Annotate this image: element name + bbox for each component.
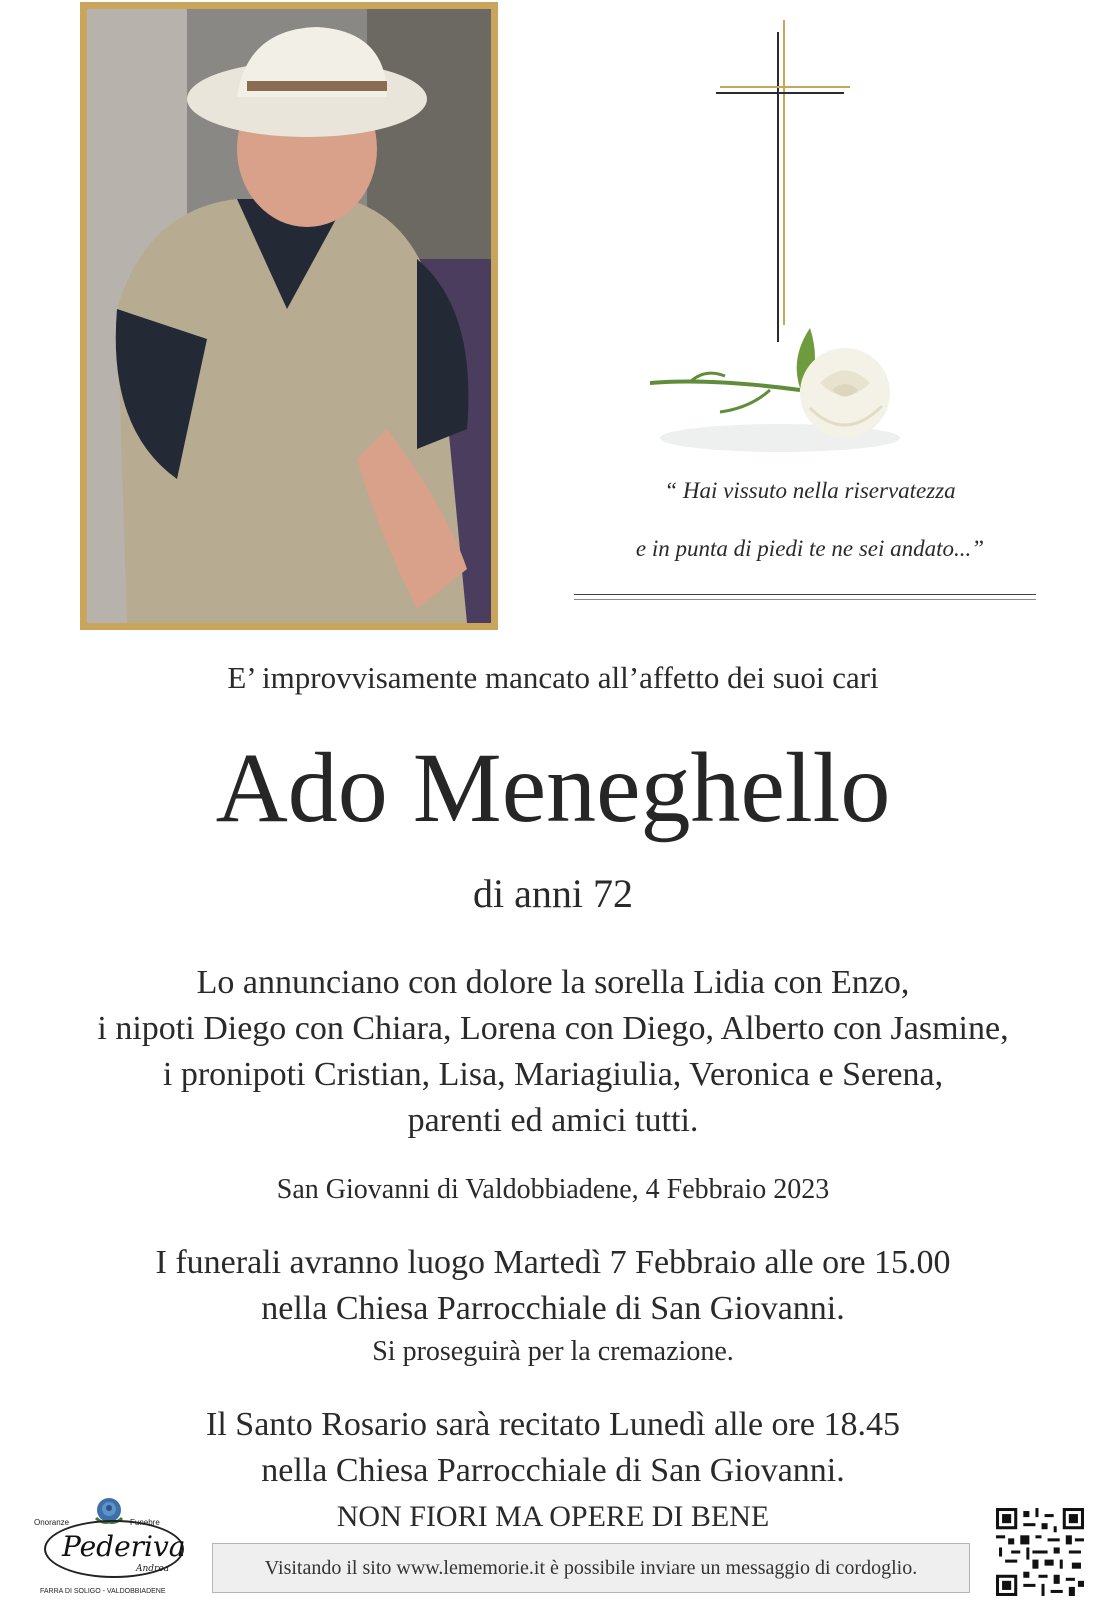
announcement: [0, 960, 1106, 1144]
cross-gold-horizontal: [720, 86, 850, 88]
logo-sub: Andrea: [136, 1564, 170, 1574]
no-flowers-notice: NON FIORI MA OPERE DI BENE: [336, 1500, 770, 1533]
rosary-info: [0, 1402, 1106, 1494]
rosary-line-1: Il Santo Rosario sarà recitato Lunedì alle ore 18.45: [206, 1406, 900, 1443]
deceased-photo: [87, 9, 491, 623]
deceased-photo-frame: [80, 2, 498, 630]
white-rose-icon: [650, 328, 910, 458]
rosary-line-2: nella Chiesa Parrocchiale di San Giovanni.: [261, 1452, 845, 1489]
place-date: San Giovanni di Valdobbiadene, 4 Febbraio 2023: [276, 1174, 830, 1205]
announcement-line-3: i pronipoti Cristian, Lisa, Mariagiulia, Veronica e Serena,: [162, 1056, 944, 1093]
quote-line-2: e in punta di piedi te ne sei andato...”: [635, 536, 985, 561]
funeral-info: [0, 1240, 1106, 1372]
condolence-website-notice[interactable]: Visitando il sito www.lememorie.it è possibile inviare un messaggio di cordoglio.: [212, 1543, 970, 1593]
cross-gold-vertical: [783, 20, 785, 325]
portrait-illustration: [87, 9, 491, 623]
logo-oval: [44, 1520, 184, 1578]
logo-name: Pederiva: [62, 1530, 186, 1563]
quote-divider: [574, 594, 1036, 595]
funeral-line-1: I funerali avranno luogo Martedì 7 Febbraio alle ore 15.00: [155, 1244, 951, 1281]
logo-location: FARRA DI SOLIGO - VALDOBBIADENE: [40, 1588, 166, 1595]
announcement-line-2: i nipoti Diego con Chiara, Lorena con Diego, Alberto con Jasmine,: [97, 1010, 1009, 1047]
announcement-line-1: Lo annunciano con dolore la sorella Lidia con Enzo,: [196, 964, 910, 1001]
deceased-name: Ado Meneghello: [215, 732, 891, 843]
qr-code-icon[interactable]: [996, 1508, 1084, 1596]
funeral-line-2: nella Chiesa Parrocchiale di San Giovanni.: [261, 1290, 845, 1327]
quote-line-1: “ Hai vissuto nella riservatezza: [664, 478, 956, 503]
announcement-line-4: parenti ed amici tutti.: [407, 1102, 699, 1139]
cross-dark-horizontal: [716, 92, 844, 94]
logo-funebre: Funebre: [130, 1518, 160, 1527]
quote-divider-2: [574, 599, 1036, 600]
funeral-line-3: Si proseguirà per la cremazione.: [372, 1336, 734, 1367]
intro-text: E’ improvvisamente mancato all’affetto dei suoi cari: [227, 660, 879, 695]
logo-onoranze: Onoranze: [34, 1518, 70, 1527]
deceased-age: di anni 72: [473, 871, 633, 916]
cross-dark-vertical: [777, 32, 779, 342]
